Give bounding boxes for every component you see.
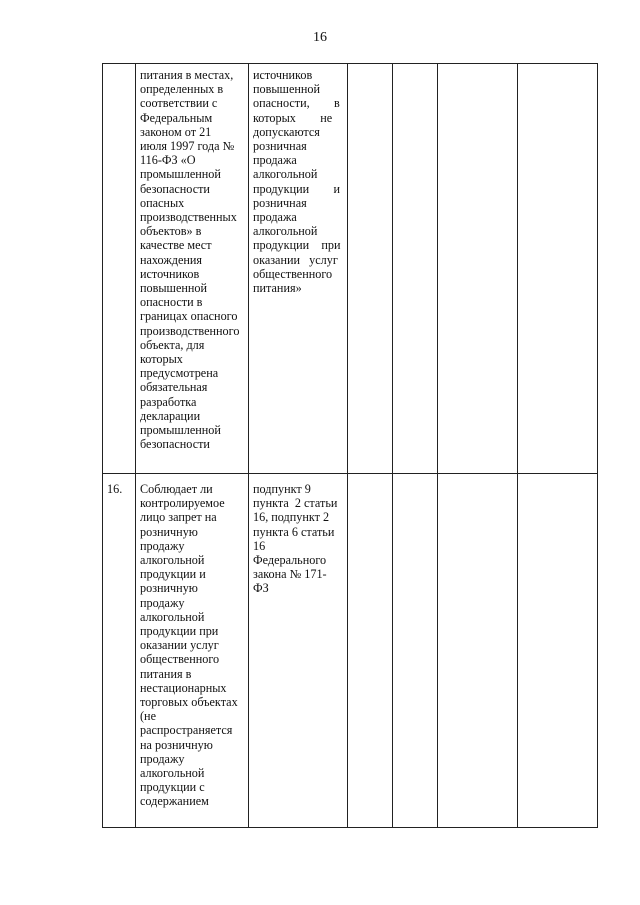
question-text-line: июля 1997 года № (140, 139, 235, 154)
reference-text-line: которых не (253, 110, 333, 125)
reference-text-line: закона № 171- (253, 567, 327, 582)
question-text-line: разработка (140, 394, 197, 409)
question-text-line: Федеральным (140, 110, 213, 125)
reference-text-line: 16, подпункт 2 (253, 510, 330, 525)
question-text-line: 116-ФЗ «О (140, 153, 196, 168)
reference-cell (249, 474, 348, 828)
question-text-line: промышленной (140, 423, 221, 438)
question-text-line: объектов» в (140, 224, 202, 239)
question-text-line: (не (140, 709, 156, 724)
question-text-line: определенных в (140, 82, 224, 97)
reference-text-line: подпункт 9 (253, 482, 311, 496)
reference-text-line: розничная (253, 195, 307, 210)
question-text-line: производственного (140, 323, 240, 338)
question-text-line: розничную (140, 524, 198, 539)
reference-text-line: продукции при (253, 238, 341, 253)
question-text-line: лицо запрет на (140, 510, 217, 525)
reference-text-line: пункта 6 статьи (253, 524, 335, 539)
reference-text-line: 16 (253, 538, 266, 553)
question-text-line: общественного (140, 652, 220, 667)
question-text-line: Соблюдает ли (140, 482, 213, 496)
row-number: 16. (107, 482, 123, 496)
question-text-line: источников (140, 266, 200, 281)
question-text-line: торговых объектах (140, 695, 238, 710)
question-text-line: содержанием (140, 794, 209, 809)
question-text-line: продукции при (140, 624, 219, 639)
question-text-line: нахождения (140, 252, 203, 267)
reference-text-line: продукции и (253, 181, 341, 196)
question-text-line: качестве мест (140, 238, 212, 253)
question-text-line: алкогольной (140, 553, 205, 568)
question-text-line: розничную (140, 581, 198, 596)
reference-text-line: общественного (253, 266, 333, 281)
question-text-line: границах опасного (140, 309, 238, 324)
reference-text-line: повышенной (253, 82, 321, 97)
question-text-line: продукции и (140, 567, 206, 582)
reference-text-line: допускаются (253, 124, 320, 139)
reference-text-line: ФЗ (253, 581, 269, 596)
question-cell (136, 64, 249, 474)
question-text-line: обязательная (140, 380, 208, 395)
question-text-line: опасности в (140, 295, 203, 310)
question-text-line: алкогольной (140, 609, 205, 624)
question-text-line: алкогольной (140, 766, 205, 781)
question-text-line: опасных (140, 195, 185, 210)
reference-text-line: продажа (253, 153, 297, 168)
question-text-line: декларации (140, 408, 201, 423)
reference-text-line: продажа (253, 210, 297, 225)
reference-text-line: алкогольной (253, 224, 318, 239)
question-text-line: повышенной (140, 281, 208, 296)
empty-cell (518, 64, 598, 474)
question-text-line: промышленной (140, 167, 221, 182)
question-cell (136, 474, 249, 828)
reference-text-line: питания» (253, 281, 302, 296)
reference-text-line: Федерального (253, 553, 327, 568)
question-text-line: продажу (140, 751, 185, 766)
reference-text-line: оказании услуг (253, 252, 338, 267)
checklist-table (102, 63, 598, 828)
question-text-line: законом от 21 (140, 124, 212, 139)
reference-text-line: алкогольной (253, 167, 318, 182)
question-text-line: распространяется (140, 723, 233, 738)
question-text-line: оказании услуг (140, 638, 219, 653)
question-text-line: на розничную (140, 737, 213, 752)
empty-cell (348, 64, 393, 474)
question-text-line: питания в местах, (140, 68, 234, 82)
reference-cell (249, 64, 348, 474)
question-text-line: объекта, для (140, 337, 205, 352)
empty-cell (438, 64, 518, 474)
empty-cell (518, 474, 598, 828)
empty-cell (438, 474, 518, 828)
question-text-line: продажу (140, 538, 185, 553)
question-text-line: соответствии с (140, 96, 218, 111)
question-text-line: безопасности (140, 181, 210, 196)
question-text-line: продажу (140, 595, 185, 610)
question-text-line: питания в (140, 666, 192, 681)
empty-cell (348, 474, 393, 828)
row-number-cell (103, 474, 136, 828)
empty-cell (393, 474, 438, 828)
table-row (103, 474, 598, 828)
empty-cell (393, 64, 438, 474)
page-number: 16 (313, 30, 327, 45)
question-text-line: продукции с (140, 780, 205, 795)
reference-text-line: пункта 2 статьи (253, 496, 338, 511)
table-row (103, 64, 598, 474)
reference-text-line: опасности, в (253, 96, 340, 111)
question-text-line: производственных (140, 210, 237, 225)
question-text-line: которых (140, 352, 183, 367)
question-text-line: контролируемое (140, 496, 225, 511)
question-text-line: безопасности (140, 437, 210, 452)
question-text-line: предусмотрена (140, 366, 219, 381)
reference-text-line: розничная (253, 139, 307, 154)
question-text-line: нестационарных (140, 680, 227, 695)
reference-text-line: источников (253, 68, 313, 82)
row-number-cell (103, 64, 136, 474)
